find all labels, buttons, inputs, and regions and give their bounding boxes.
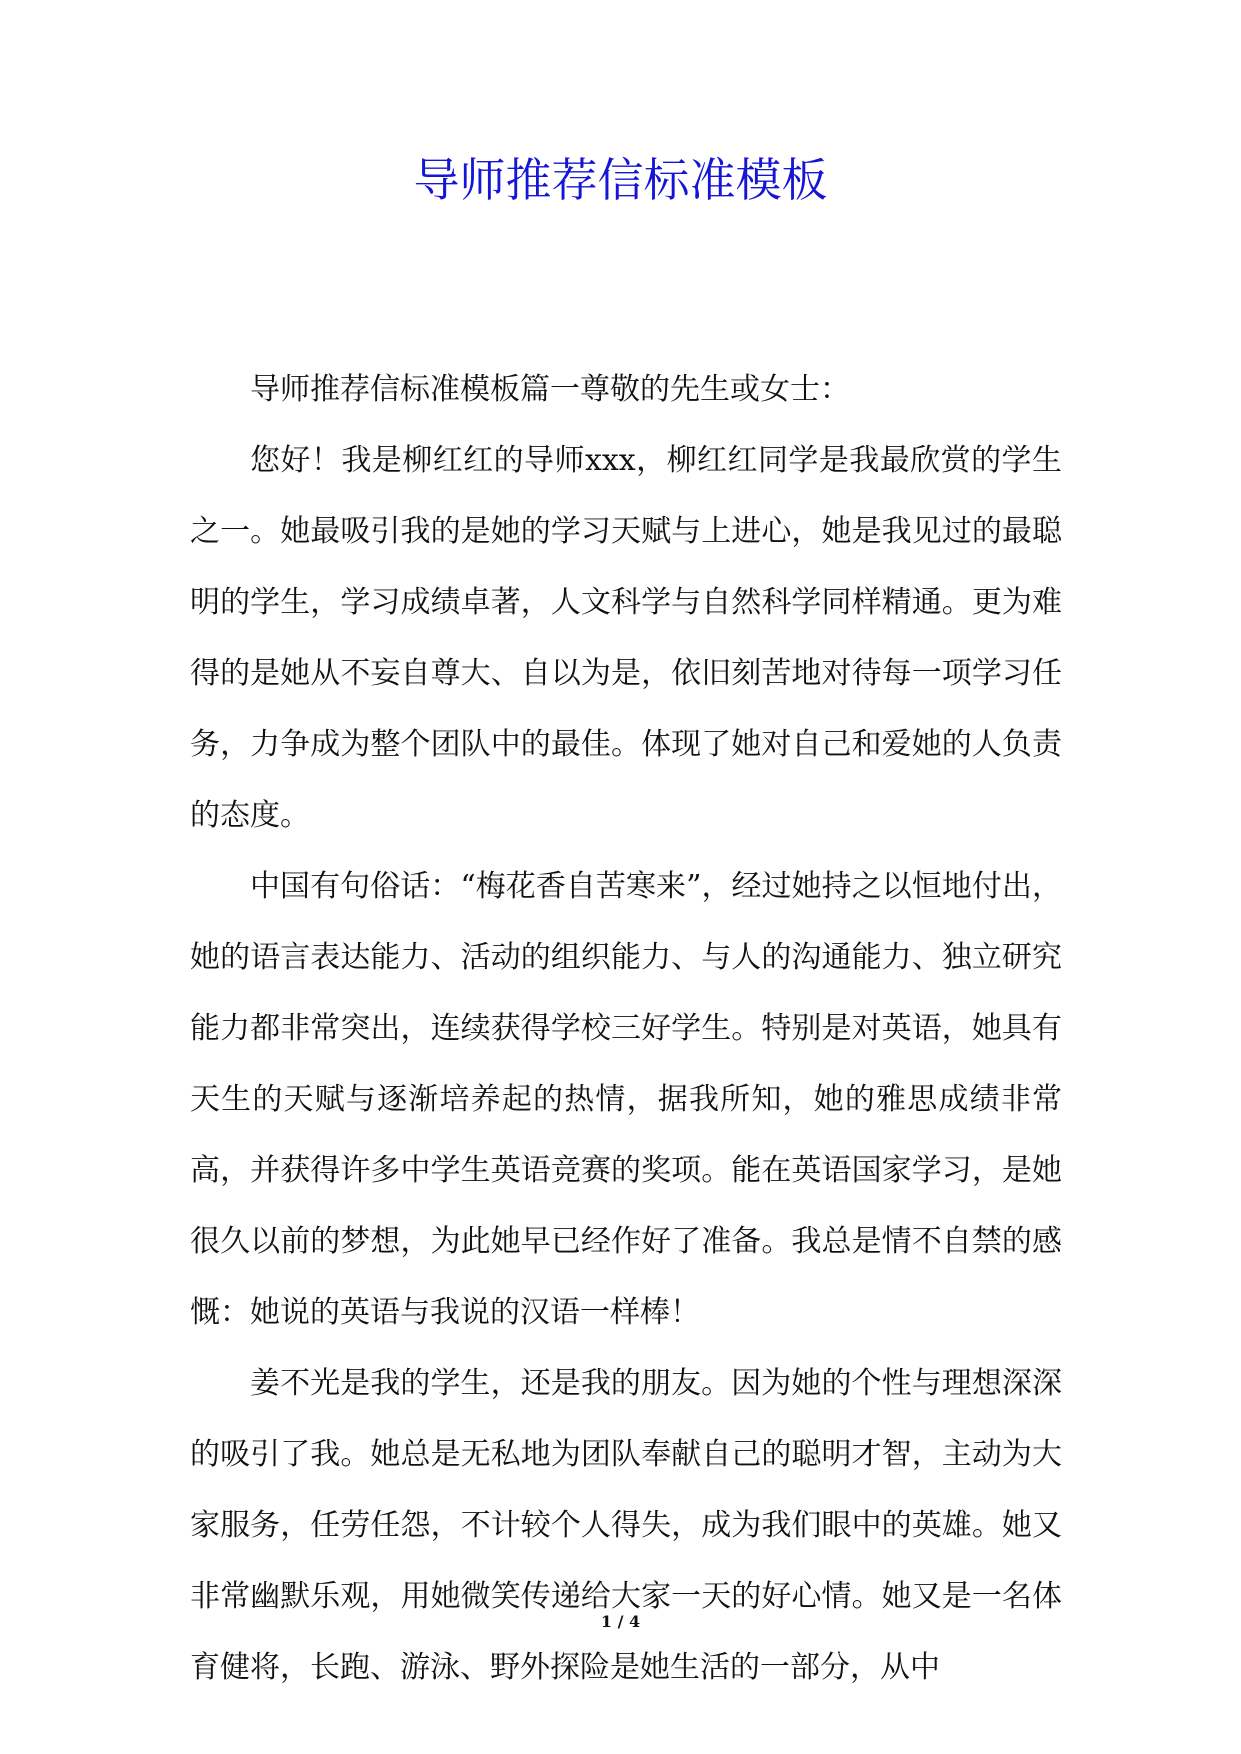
body-paragraph: 姜不光是我的学生，还是我的朋友。因为她的个性与理想深深的吸引了我。她总是无私地为团队奉献自己的聪明才智，主动为大家服务，任劳任怨，不计较个人得失，成为我们眼中的英雄。她又非常幽默乐观，用她微笑传递给大家一天的好心情。她又是一名体育健将，长跑、游泳、野外探险是她生活的一部分，从中: [190, 1366, 1062, 1685]
body-paragraph: 中国有句俗话：“梅花香自苦寒来”，经过她持之以恒地付出，她的语言表达能力、活动的组织能力、与人的沟通能力、独立研究能力都非常突出，连续获得学校三好学生。特别是对英语，她具有天生的天赋与逐渐培养起的热情，据我所知，她的雅思成绩非常高，并获得许多中学生英语竞赛的奖项。能在英语国家学习，是她很久以前的梦想，为此她早已经作好了准备。我总是情不自禁的感慨：她说的英语与我说的汉语一样棒！: [190, 869, 1062, 1330]
document-body: [190, 354, 1062, 1703]
salutation-paragraph: 导师推荐信标准模板篇一尊敬的先生或女士：: [250, 372, 850, 407]
body-paragraph: 您好！我是柳红红的导师xxx，柳红红同学是我最欣赏的学生之一。她最吸引我的是她的学习天赋与上进心，她是我见过的最聪明的学生，学习成绩卓著，人文科学与自然科学同样精通。更为难得的是她从不妄自尊大、自以为是，依旧刻苦地对待每一项学习任务，力争成为整个团队中的最佳。体现了她对自己和爱她的人负责的态度。: [190, 443, 1062, 833]
document-title: 导师推荐信标准模板: [413, 153, 828, 207]
page-number: 1 / 4: [600, 1612, 641, 1631]
